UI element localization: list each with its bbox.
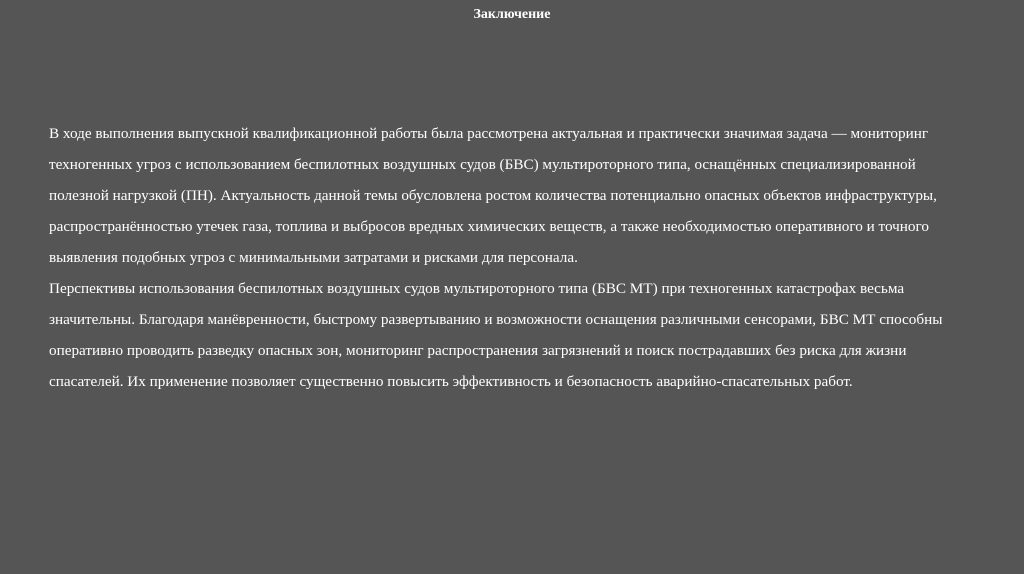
paragraph-prospects: Перспективы использования беспилотных воздушных судов мультироторного типа (БВС МТ) при техногенных катастрофах весьма значительны. Благодаря манёвренности, быстрому развертыванию и возможности оснащения различными сенсорами, БВС МТ способны оперативно проводить разведку опасных зон, мониторинг распространения загрязнений и поиск пострадавших без риска для жизни спасателей. Их применение позволяет существенно повысить эффективность и безопасность аварийно-спасательных работ. [49, 280, 943, 390]
slide-body [49, 118, 979, 397]
paragraph-conclusion-intro: В ходе выполнения выпускной квалификационной работы была рассмотрена актуальная и практически значимая задача — мониторинг техногенных угроз с использованием беспилотных воздушных судов (БВС) мультироторного типа, оснащённых специализированной полезной нагрузкой (ПН). Актуальность данной темы обусловлена ростом количества потенциально опасных объектов инфраструктуры, распространённостью утечек газа, топлива и выбросов вредных химических веществ, а также необходимостью оперативного и точного выявления подобных угроз с минимальными затратами и рисками для персонала. [49, 125, 937, 266]
slide-title: Заключение [473, 7, 551, 22]
